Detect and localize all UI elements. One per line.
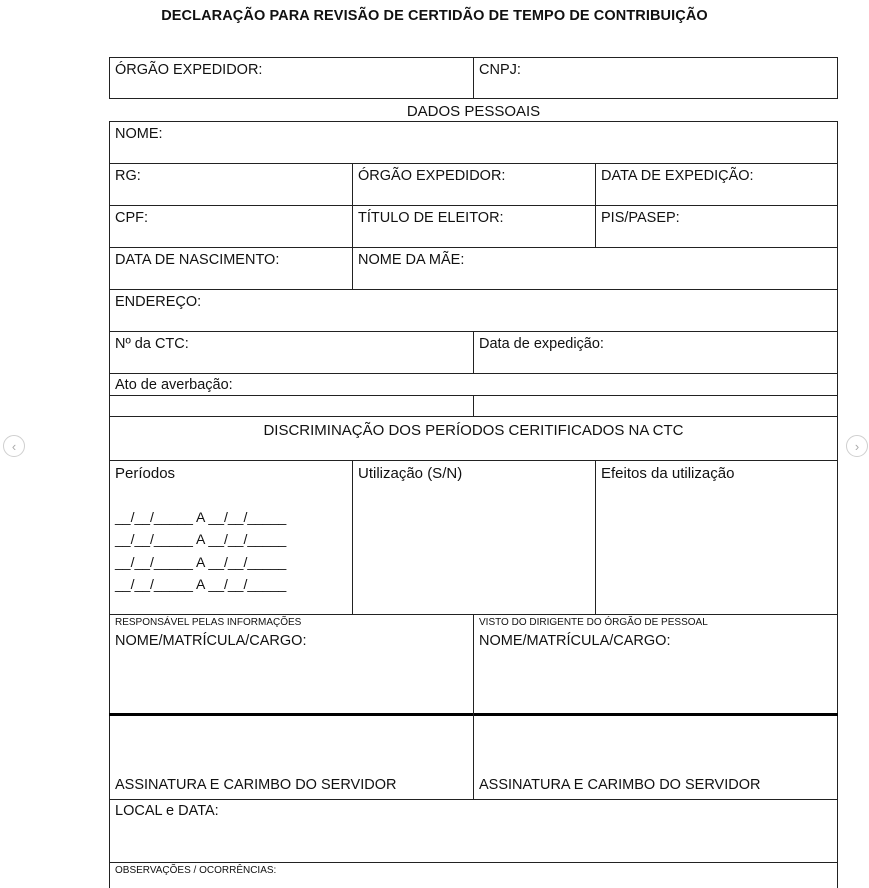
col-divider xyxy=(473,395,474,416)
chevron-left-glyph: ‹ xyxy=(11,438,17,454)
assinatura-servidor-right[interactable]: ASSINATURA E CARIMBO DO SERVIDOR xyxy=(479,777,761,793)
col-divider xyxy=(595,460,596,614)
periodo-row-1[interactable]: __/__/_____ A __/__/_____ xyxy=(115,509,287,525)
cpf-field[interactable]: CPF: xyxy=(115,210,149,226)
nome-mae-field[interactable]: NOME DA MÃE: xyxy=(358,252,465,268)
periodos-column-header: Períodos xyxy=(115,465,176,482)
visto-dirigente-caption: VISTO DO DIRIGENTE DO ÓRGÃO DE PESSOAL xyxy=(479,617,708,628)
chevron-left-icon[interactable] xyxy=(3,435,25,457)
data-expedicao-field[interactable]: DATA DE EXPEDIÇÃO: xyxy=(601,168,754,184)
observacoes-field[interactable]: OBSERVAÇÕES / OCORRÊNCIAS: xyxy=(115,865,277,876)
chevron-right-icon[interactable] xyxy=(846,435,868,457)
periodo-row-4[interactable]: __/__/_____ A __/__/_____ xyxy=(115,576,287,592)
dirigente-nome-field[interactable]: NOME/MATRÍCULA/CARGO: xyxy=(479,633,671,649)
utilizacao-column-header: Utilização (S/N) xyxy=(358,465,463,482)
periodos-heading: DISCRIMINAÇÃO DOS PERÍODOS CERITIFICADOS NA CTC xyxy=(263,422,684,439)
cnpj-field[interactable]: CNPJ: xyxy=(479,62,521,78)
efeitos-column-header: Efeitos da utilização xyxy=(601,465,735,482)
assinatura-servidor-left[interactable]: ASSINATURA E CARIMBO DO SERVIDOR xyxy=(115,777,397,793)
row-divider xyxy=(109,247,838,248)
row-divider xyxy=(109,416,838,417)
responsavel-caption: RESPONSÁVEL PELAS INFORMAÇÕES xyxy=(115,617,302,628)
responsavel-nome-field[interactable]: NOME/MATRÍCULA/CARGO: xyxy=(115,633,307,649)
orgao-expedidor-field[interactable]: ÓRGÃO EXPEDIDOR: xyxy=(115,62,263,78)
numero-ctc-field[interactable]: Nº da CTC: xyxy=(115,336,189,352)
endereco-field[interactable]: ENDEREÇO: xyxy=(115,294,202,310)
row-divider xyxy=(109,163,838,164)
pis-pasep-field[interactable]: PIS/PASEP: xyxy=(601,210,680,226)
row-divider xyxy=(109,460,838,461)
row-divider xyxy=(109,799,838,800)
row-divider xyxy=(109,289,838,290)
data-nascimento-field[interactable]: DATA DE NASCIMENTO: xyxy=(115,252,280,268)
nome-field[interactable]: NOME: xyxy=(115,126,163,142)
rg-field[interactable]: RG: xyxy=(115,168,141,184)
periodo-row-2[interactable]: __/__/_____ A __/__/_____ xyxy=(115,531,287,547)
data-expedicao-ctc-field[interactable]: Data de expedição: xyxy=(479,336,604,352)
ato-averbacao-field[interactable]: Ato de averbação: xyxy=(115,377,233,393)
periodo-row-3[interactable]: __/__/_____ A __/__/_____ xyxy=(115,554,287,570)
col-divider xyxy=(473,331,474,373)
col-divider xyxy=(473,614,474,799)
row-divider xyxy=(109,205,838,206)
chevron-right-glyph: › xyxy=(854,438,860,454)
local-data-field[interactable]: LOCAL e DATA: xyxy=(115,803,219,819)
row-divider xyxy=(109,373,838,374)
document-title: DECLARAÇÃO PARA REVISÃO DE CERTIDÃO DE TEMPO DE CONTRIBUIÇÃO xyxy=(161,8,708,24)
dados-pessoais-heading: DADOS PESSOAIS xyxy=(406,103,541,120)
col-divider xyxy=(595,163,596,247)
header-divider xyxy=(473,57,474,99)
col-divider xyxy=(352,460,353,614)
row-divider xyxy=(109,862,838,863)
titulo-eleitor-field[interactable]: TÍTULO DE ELEITOR: xyxy=(358,210,504,226)
col-divider xyxy=(352,163,353,289)
orgao-expedidor-rg-field[interactable]: ÓRGÃO EXPEDIDOR: xyxy=(358,168,506,184)
